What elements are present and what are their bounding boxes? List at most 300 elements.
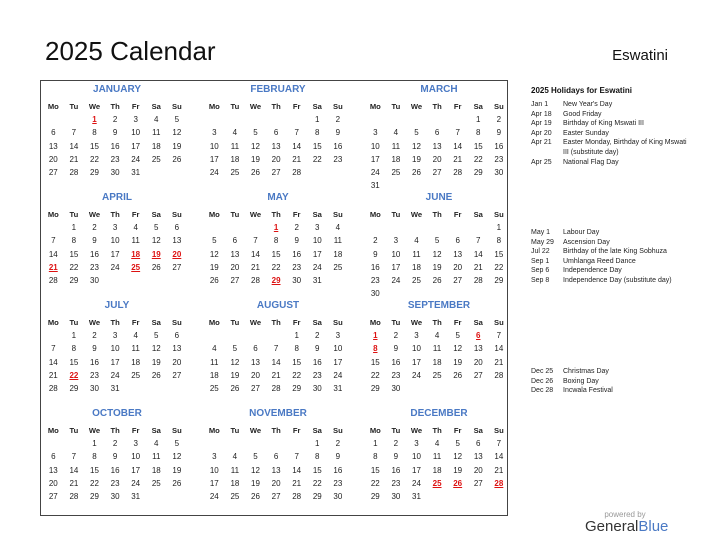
day-cell[interactable]: 24 bbox=[131, 478, 141, 488]
day-cell[interactable]: 21 bbox=[271, 370, 281, 380]
day-cell[interactable]: 6 bbox=[174, 223, 180, 233]
holiday-day[interactable]: 20 bbox=[172, 249, 182, 259]
day-cell[interactable]: 11 bbox=[412, 249, 421, 259]
day-cell[interactable]: 24 bbox=[412, 478, 421, 488]
day-cell[interactable]: 10 bbox=[391, 249, 401, 259]
day-cell[interactable]: 17 bbox=[131, 465, 141, 475]
day-cell[interactable]: 11 bbox=[391, 141, 401, 151]
day-cell[interactable]: 4 bbox=[232, 128, 238, 138]
day-cell[interactable]: 20 bbox=[172, 357, 182, 367]
day-cell[interactable]: 30 bbox=[333, 491, 343, 501]
day-cell[interactable]: 17 bbox=[391, 262, 401, 272]
day-cell[interactable]: 22 bbox=[90, 154, 99, 164]
day-cell[interactable]: 14 bbox=[271, 357, 281, 367]
day-cell[interactable]: 5 bbox=[232, 344, 238, 354]
day-cell[interactable]: 18 bbox=[391, 154, 401, 164]
day-cell[interactable]: 9 bbox=[92, 344, 97, 354]
day-cell[interactable]: 26 bbox=[151, 370, 161, 380]
day-cell[interactable]: 25 bbox=[391, 167, 401, 177]
day-cell[interactable]: 30 bbox=[312, 383, 322, 393]
day-cell[interactable]: 1 bbox=[71, 223, 77, 233]
day-cell[interactable]: 11 bbox=[333, 236, 343, 246]
day-cell[interactable]: 12 bbox=[251, 141, 260, 151]
day-cell[interactable]: 2 bbox=[335, 439, 341, 449]
day-cell[interactable]: 25 bbox=[412, 275, 421, 285]
day-cell[interactable]: 9 bbox=[335, 128, 341, 138]
day-cell[interactable]: 28 bbox=[494, 370, 504, 380]
day-cell[interactable]: 3 bbox=[112, 331, 118, 341]
day-cell[interactable]: 2 bbox=[393, 331, 399, 341]
day-cell[interactable]: 29 bbox=[370, 491, 380, 501]
day-cell[interactable]: 18 bbox=[230, 154, 240, 164]
day-cell[interactable]: 30 bbox=[90, 275, 99, 285]
day-cell[interactable]: 20 bbox=[251, 370, 260, 380]
day-cell[interactable]: 29 bbox=[69, 383, 79, 393]
day-cell[interactable]: 14 bbox=[48, 357, 58, 367]
day-cell[interactable]: 4 bbox=[414, 236, 419, 246]
generalblue-logo[interactable] bbox=[585, 510, 685, 535]
day-cell[interactable]: 21 bbox=[494, 357, 504, 367]
day-cell[interactable]: 12 bbox=[172, 452, 182, 462]
day-cell[interactable]: 26 bbox=[453, 370, 463, 380]
day-cell[interactable]: 13 bbox=[473, 344, 483, 354]
day-cell[interactable]: 9 bbox=[393, 344, 399, 354]
day-cell[interactable]: 6 bbox=[273, 128, 279, 138]
day-cell[interactable]: 2 bbox=[393, 439, 399, 449]
day-cell[interactable]: 9 bbox=[92, 236, 97, 246]
day-cell[interactable]: 18 bbox=[209, 370, 219, 380]
day-cell[interactable]: 21 bbox=[251, 262, 260, 272]
day-cell[interactable]: 3 bbox=[414, 331, 419, 341]
day-cell[interactable]: 9 bbox=[393, 452, 399, 462]
day-cell[interactable]: 12 bbox=[151, 236, 161, 246]
day-cell[interactable]: 1 bbox=[373, 439, 378, 449]
day-cell[interactable]: 18 bbox=[333, 249, 343, 259]
holiday-day[interactable]: 19 bbox=[151, 249, 161, 259]
day-cell[interactable]: 8 bbox=[315, 452, 320, 462]
day-cell[interactable]: 20 bbox=[473, 357, 483, 367]
day-cell[interactable]: 23 bbox=[90, 370, 99, 380]
day-cell[interactable]: 25 bbox=[230, 167, 240, 177]
day-cell[interactable]: 18 bbox=[432, 465, 442, 475]
day-cell[interactable]: 4 bbox=[154, 115, 159, 125]
day-cell[interactable]: 7 bbox=[51, 236, 56, 246]
day-cell[interactable]: 7 bbox=[71, 452, 77, 462]
day-cell[interactable]: 5 bbox=[154, 223, 159, 233]
day-cell[interactable]: 31 bbox=[412, 491, 421, 501]
day-cell[interactable]: 31 bbox=[370, 181, 380, 191]
day-cell[interactable]: 6 bbox=[253, 344, 258, 354]
day-cell[interactable]: 15 bbox=[370, 357, 380, 367]
day-cell[interactable]: 22 bbox=[370, 370, 380, 380]
day-cell[interactable]: 22 bbox=[494, 262, 504, 272]
holiday-day[interactable]: 6 bbox=[476, 331, 481, 341]
day-cell[interactable]: 16 bbox=[90, 249, 99, 259]
day-cell[interactable]: 10 bbox=[370, 141, 380, 151]
day-cell[interactable]: 3 bbox=[335, 331, 341, 341]
day-cell[interactable]: 29 bbox=[473, 167, 483, 177]
day-cell[interactable]: 21 bbox=[48, 370, 58, 380]
day-cell[interactable]: 11 bbox=[230, 465, 240, 475]
day-cell[interactable]: 5 bbox=[212, 236, 217, 246]
day-cell[interactable]: 7 bbox=[496, 439, 502, 449]
day-cell[interactable]: 12 bbox=[412, 141, 421, 151]
day-cell[interactable]: 5 bbox=[253, 128, 258, 138]
day-cell[interactable]: 7 bbox=[455, 128, 460, 138]
day-cell[interactable]: 9 bbox=[112, 128, 118, 138]
day-cell[interactable]: 24 bbox=[370, 167, 380, 177]
day-cell[interactable]: 28 bbox=[292, 167, 302, 177]
holiday-day[interactable]: 1 bbox=[92, 115, 97, 125]
day-cell[interactable]: 18 bbox=[151, 141, 161, 151]
day-cell[interactable]: 16 bbox=[391, 357, 401, 367]
day-cell[interactable]: 19 bbox=[453, 465, 463, 475]
day-cell[interactable]: 30 bbox=[494, 167, 504, 177]
day-cell[interactable]: 22 bbox=[370, 478, 380, 488]
day-cell[interactable]: 9 bbox=[315, 344, 320, 354]
day-cell[interactable]: 28 bbox=[251, 275, 260, 285]
day-cell[interactable]: 29 bbox=[292, 383, 302, 393]
day-cell[interactable]: 30 bbox=[292, 275, 302, 285]
day-cell[interactable]: 26 bbox=[151, 262, 161, 272]
day-cell[interactable]: 10 bbox=[131, 452, 141, 462]
day-cell[interactable]: 3 bbox=[373, 128, 378, 138]
day-cell[interactable]: 21 bbox=[494, 465, 504, 475]
day-cell[interactable]: 20 bbox=[48, 154, 58, 164]
day-cell[interactable]: 1 bbox=[476, 115, 481, 125]
day-cell[interactable]: 30 bbox=[110, 491, 120, 501]
day-cell[interactable]: 23 bbox=[110, 478, 120, 488]
day-cell[interactable]: 15 bbox=[312, 465, 322, 475]
day-cell[interactable]: 28 bbox=[48, 275, 58, 285]
day-cell[interactable]: 2 bbox=[112, 115, 118, 125]
day-cell[interactable]: 20 bbox=[230, 262, 240, 272]
day-cell[interactable]: 29 bbox=[90, 167, 99, 177]
day-cell[interactable]: 20 bbox=[271, 154, 281, 164]
day-cell[interactable]: 23 bbox=[391, 478, 401, 488]
day-cell[interactable]: 12 bbox=[230, 357, 240, 367]
holiday-day[interactable]: 1 bbox=[273, 223, 279, 233]
day-cell[interactable]: 25 bbox=[432, 370, 442, 380]
day-cell[interactable]: 2 bbox=[92, 331, 97, 341]
day-cell[interactable]: 4 bbox=[232, 452, 238, 462]
day-cell[interactable]: 3 bbox=[133, 115, 138, 125]
day-cell[interactable]: 15 bbox=[312, 141, 322, 151]
day-cell[interactable]: 14 bbox=[292, 141, 302, 151]
day-cell[interactable]: 16 bbox=[312, 357, 322, 367]
day-cell[interactable]: 8 bbox=[476, 128, 481, 138]
day-cell[interactable]: 28 bbox=[473, 275, 483, 285]
day-cell[interactable]: 6 bbox=[273, 452, 279, 462]
day-cell[interactable]: 15 bbox=[473, 141, 483, 151]
day-cell[interactable]: 4 bbox=[133, 331, 138, 341]
holiday-day[interactable]: 25 bbox=[131, 262, 141, 272]
day-cell[interactable]: 30 bbox=[370, 289, 380, 299]
day-cell[interactable]: 8 bbox=[273, 236, 279, 246]
day-cell[interactable]: 6 bbox=[434, 128, 440, 138]
day-cell[interactable]: 19 bbox=[209, 262, 219, 272]
day-cell[interactable]: 25 bbox=[131, 370, 141, 380]
day-cell[interactable]: 14 bbox=[48, 249, 58, 259]
holiday-day[interactable]: 8 bbox=[373, 344, 378, 354]
day-cell[interactable]: 14 bbox=[494, 344, 504, 354]
day-cell[interactable]: 10 bbox=[131, 128, 141, 138]
day-cell[interactable]: 13 bbox=[271, 465, 281, 475]
day-cell[interactable]: 31 bbox=[312, 275, 322, 285]
day-cell[interactable]: 3 bbox=[112, 223, 118, 233]
day-cell[interactable]: 9 bbox=[373, 249, 378, 259]
day-cell[interactable]: 13 bbox=[48, 141, 58, 151]
day-cell[interactable]: 18 bbox=[151, 465, 161, 475]
day-cell[interactable]: 5 bbox=[414, 128, 419, 138]
day-cell[interactable]: 7 bbox=[294, 452, 299, 462]
day-cell[interactable]: 16 bbox=[90, 357, 99, 367]
day-cell[interactable]: 19 bbox=[453, 357, 463, 367]
day-cell[interactable]: 27 bbox=[251, 383, 260, 393]
day-cell[interactable]: 17 bbox=[412, 357, 421, 367]
day-cell[interactable]: 20 bbox=[432, 154, 442, 164]
day-cell[interactable]: 13 bbox=[453, 249, 463, 259]
day-cell[interactable]: 9 bbox=[496, 128, 502, 138]
day-cell[interactable]: 8 bbox=[71, 344, 77, 354]
day-cell[interactable]: 23 bbox=[312, 370, 322, 380]
day-cell[interactable]: 1 bbox=[71, 331, 77, 341]
day-cell[interactable]: 24 bbox=[209, 491, 219, 501]
day-cell[interactable]: 31 bbox=[110, 383, 120, 393]
day-cell[interactable]: 4 bbox=[133, 223, 138, 233]
day-cell[interactable]: 28 bbox=[271, 383, 281, 393]
day-cell[interactable]: 10 bbox=[110, 236, 120, 246]
day-cell[interactable]: 8 bbox=[294, 344, 299, 354]
day-cell[interactable]: 16 bbox=[333, 141, 343, 151]
day-cell[interactable]: 23 bbox=[90, 262, 99, 272]
day-cell[interactable]: 8 bbox=[496, 236, 502, 246]
day-cell[interactable]: 29 bbox=[312, 491, 322, 501]
day-cell[interactable]: 24 bbox=[110, 370, 120, 380]
day-cell[interactable]: 1 bbox=[315, 115, 320, 125]
day-cell[interactable]: 10 bbox=[209, 465, 219, 475]
day-cell[interactable]: 6 bbox=[232, 236, 238, 246]
day-cell[interactable]: 30 bbox=[391, 491, 401, 501]
day-cell[interactable]: 4 bbox=[212, 344, 217, 354]
day-cell[interactable]: 14 bbox=[69, 465, 79, 475]
day-cell[interactable]: 18 bbox=[131, 357, 141, 367]
day-cell[interactable]: 3 bbox=[212, 128, 217, 138]
day-cell[interactable]: 13 bbox=[172, 344, 182, 354]
day-cell[interactable]: 20 bbox=[453, 262, 463, 272]
day-cell[interactable]: 29 bbox=[69, 275, 79, 285]
day-cell[interactable]: 22 bbox=[69, 262, 79, 272]
day-cell[interactable]: 11 bbox=[152, 128, 161, 138]
day-cell[interactable]: 12 bbox=[209, 249, 219, 259]
day-cell[interactable]: 9 bbox=[112, 452, 118, 462]
day-cell[interactable]: 25 bbox=[209, 383, 219, 393]
day-cell[interactable]: 9 bbox=[335, 452, 341, 462]
day-cell[interactable]: 5 bbox=[455, 331, 460, 341]
day-cell[interactable]: 19 bbox=[151, 357, 161, 367]
day-cell[interactable]: 27 bbox=[172, 370, 182, 380]
day-cell[interactable]: 29 bbox=[370, 383, 380, 393]
holiday-day[interactable]: 28 bbox=[494, 478, 504, 488]
day-cell[interactable]: 17 bbox=[209, 154, 219, 164]
holiday-day[interactable]: 29 bbox=[271, 275, 281, 285]
day-cell[interactable]: 23 bbox=[370, 275, 380, 285]
day-cell[interactable]: 12 bbox=[432, 249, 442, 259]
day-cell[interactable]: 15 bbox=[271, 249, 281, 259]
day-cell[interactable]: 16 bbox=[391, 465, 401, 475]
day-cell[interactable]: 3 bbox=[393, 236, 399, 246]
day-cell[interactable]: 23 bbox=[110, 154, 120, 164]
day-cell[interactable]: 7 bbox=[273, 344, 279, 354]
day-cell[interactable]: 23 bbox=[333, 154, 343, 164]
day-cell[interactable]: 13 bbox=[230, 249, 240, 259]
day-cell[interactable]: 31 bbox=[131, 491, 141, 501]
day-cell[interactable]: 17 bbox=[110, 249, 120, 259]
day-cell[interactable]: 19 bbox=[251, 478, 260, 488]
day-cell[interactable]: 19 bbox=[230, 370, 240, 380]
day-cell[interactable]: 27 bbox=[48, 491, 58, 501]
day-cell[interactable]: 19 bbox=[412, 154, 421, 164]
day-cell[interactable]: 14 bbox=[292, 465, 302, 475]
day-cell[interactable]: 13 bbox=[473, 452, 483, 462]
day-cell[interactable]: 6 bbox=[476, 439, 481, 449]
day-cell[interactable]: 24 bbox=[131, 154, 141, 164]
day-cell[interactable]: 25 bbox=[151, 478, 161, 488]
day-cell[interactable]: 11 bbox=[131, 236, 140, 246]
day-cell[interactable]: 6 bbox=[51, 452, 56, 462]
day-cell[interactable]: 27 bbox=[271, 491, 281, 501]
holiday-day[interactable]: 1 bbox=[373, 331, 378, 341]
day-cell[interactable]: 16 bbox=[494, 141, 504, 151]
day-cell[interactable]: 18 bbox=[412, 262, 421, 272]
day-cell[interactable]: 5 bbox=[174, 115, 180, 125]
day-cell[interactable]: 13 bbox=[251, 357, 260, 367]
day-cell[interactable]: 27 bbox=[48, 167, 58, 177]
day-cell[interactable]: 4 bbox=[434, 439, 440, 449]
day-cell[interactable]: 5 bbox=[455, 439, 460, 449]
day-cell[interactable]: 18 bbox=[432, 357, 442, 367]
day-cell[interactable]: 7 bbox=[51, 344, 56, 354]
day-cell[interactable]: 6 bbox=[455, 236, 460, 246]
day-cell[interactable]: 28 bbox=[453, 167, 463, 177]
day-cell[interactable]: 24 bbox=[110, 262, 120, 272]
day-cell[interactable]: 8 bbox=[373, 452, 378, 462]
day-cell[interactable]: 17 bbox=[312, 249, 322, 259]
day-cell[interactable]: 3 bbox=[414, 439, 419, 449]
day-cell[interactable]: 21 bbox=[292, 478, 302, 488]
day-cell[interactable]: 18 bbox=[230, 478, 240, 488]
day-cell[interactable]: 22 bbox=[312, 478, 322, 488]
day-cell[interactable]: 22 bbox=[90, 478, 99, 488]
day-cell[interactable]: 26 bbox=[172, 478, 182, 488]
day-cell[interactable]: 22 bbox=[312, 154, 322, 164]
day-cell[interactable]: 12 bbox=[251, 465, 260, 475]
day-cell[interactable]: 2 bbox=[315, 331, 320, 341]
day-cell[interactable]: 7 bbox=[294, 128, 299, 138]
day-cell[interactable]: 14 bbox=[251, 249, 260, 259]
day-cell[interactable]: 11 bbox=[230, 141, 240, 151]
day-cell[interactable]: 16 bbox=[110, 465, 120, 475]
day-cell[interactable]: 28 bbox=[69, 167, 79, 177]
day-cell[interactable]: 11 bbox=[152, 452, 161, 462]
day-cell[interactable]: 14 bbox=[69, 141, 79, 151]
day-cell[interactable]: 17 bbox=[333, 357, 343, 367]
day-cell[interactable]: 4 bbox=[335, 223, 341, 233]
day-cell[interactable]: 8 bbox=[92, 452, 97, 462]
day-cell[interactable]: 27 bbox=[172, 262, 182, 272]
day-cell[interactable]: 29 bbox=[494, 275, 504, 285]
day-cell[interactable]: 27 bbox=[473, 370, 483, 380]
day-cell[interactable]: 16 bbox=[370, 262, 380, 272]
day-cell[interactable]: 13 bbox=[48, 465, 58, 475]
day-cell[interactable]: 10 bbox=[312, 236, 322, 246]
day-cell[interactable]: 10 bbox=[209, 141, 219, 151]
day-cell[interactable]: 2 bbox=[335, 115, 341, 125]
day-cell[interactable]: 24 bbox=[391, 275, 401, 285]
day-cell[interactable]: 9 bbox=[294, 236, 299, 246]
day-cell[interactable]: 2 bbox=[92, 223, 97, 233]
day-cell[interactable]: 17 bbox=[370, 154, 380, 164]
day-cell[interactable]: 23 bbox=[292, 262, 302, 272]
day-cell[interactable]: 11 bbox=[432, 452, 442, 462]
day-cell[interactable]: 27 bbox=[473, 478, 483, 488]
day-cell[interactable]: 21 bbox=[453, 154, 463, 164]
day-cell[interactable]: 1 bbox=[92, 439, 97, 449]
day-cell[interactable]: 21 bbox=[69, 478, 79, 488]
day-cell[interactable]: 10 bbox=[412, 344, 421, 354]
day-cell[interactable]: 31 bbox=[333, 383, 343, 393]
day-cell[interactable]: 5 bbox=[174, 439, 180, 449]
day-cell[interactable]: 15 bbox=[69, 357, 79, 367]
day-cell[interactable]: 1 bbox=[315, 439, 320, 449]
day-cell[interactable]: 4 bbox=[393, 128, 399, 138]
day-cell[interactable]: 1 bbox=[294, 331, 299, 341]
day-cell[interactable]: 4 bbox=[154, 439, 159, 449]
day-cell[interactable]: 26 bbox=[412, 167, 421, 177]
day-cell[interactable]: 27 bbox=[230, 275, 240, 285]
day-cell[interactable]: 11 bbox=[210, 357, 219, 367]
day-cell[interactable]: 27 bbox=[271, 167, 281, 177]
day-cell[interactable]: 25 bbox=[151, 154, 161, 164]
day-cell[interactable]: 27 bbox=[432, 167, 442, 177]
day-cell[interactable]: 4 bbox=[434, 331, 440, 341]
day-cell[interactable]: 22 bbox=[292, 370, 302, 380]
day-cell[interactable]: 2 bbox=[112, 439, 118, 449]
day-cell[interactable]: 2 bbox=[373, 236, 378, 246]
day-cell[interactable]: 10 bbox=[333, 344, 343, 354]
day-cell[interactable]: 1 bbox=[496, 223, 502, 233]
day-cell[interactable]: 6 bbox=[174, 331, 180, 341]
day-cell[interactable]: 12 bbox=[172, 128, 182, 138]
day-cell[interactable]: 23 bbox=[391, 370, 401, 380]
day-cell[interactable]: 6 bbox=[51, 128, 56, 138]
day-cell[interactable]: 2 bbox=[496, 115, 502, 125]
day-cell[interactable]: 7 bbox=[71, 128, 77, 138]
day-cell[interactable]: 28 bbox=[292, 491, 302, 501]
day-cell[interactable]: 7 bbox=[253, 236, 258, 246]
day-cell[interactable]: 26 bbox=[209, 275, 219, 285]
day-cell[interactable]: 31 bbox=[131, 167, 141, 177]
day-cell[interactable]: 16 bbox=[110, 141, 120, 151]
day-cell[interactable]: 17 bbox=[110, 357, 120, 367]
day-cell[interactable]: 12 bbox=[453, 452, 463, 462]
holiday-day[interactable]: 22 bbox=[69, 370, 79, 380]
day-cell[interactable]: 7 bbox=[476, 236, 481, 246]
day-cell[interactable]: 28 bbox=[48, 383, 58, 393]
day-cell[interactable]: 26 bbox=[172, 154, 182, 164]
day-cell[interactable]: 25 bbox=[230, 491, 240, 501]
day-cell[interactable]: 8 bbox=[315, 128, 320, 138]
